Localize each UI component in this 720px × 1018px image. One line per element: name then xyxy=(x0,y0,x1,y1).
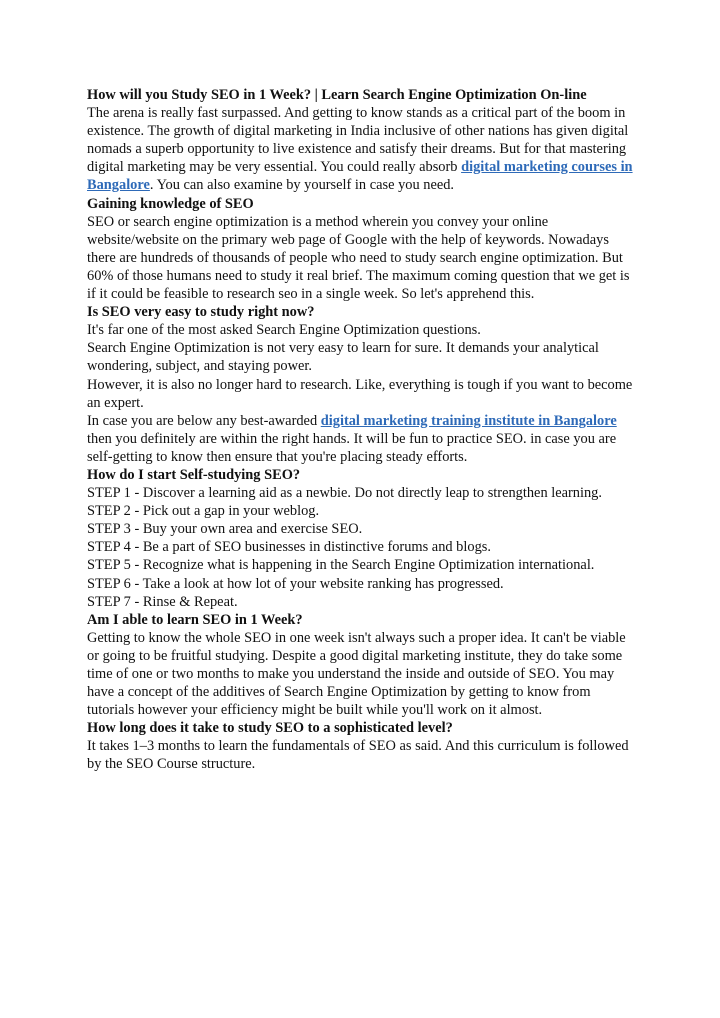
step-item: STEP 7 - Rinse & Repeat. xyxy=(87,593,238,610)
step-item: STEP 1 - Discover a learning aid as a newbie. Do not directly leap to strengthen learning. xyxy=(87,485,602,502)
easy-to-study-p4 xyxy=(87,412,635,466)
step-item: STEP 5 - Recognize what is happening in the Search Engine Optimization international. xyxy=(87,557,595,574)
easy-to-study-p2: Search Engine Optimization is not very easy to learn for sure. It demands your analytical wondering, subject, and staying power. xyxy=(87,340,599,375)
step-item: STEP 6 - Take a look at how lot of your website ranking has progressed. xyxy=(87,575,504,592)
p4-text-after: then you definitely are within the right hands. It will be fun to practice SEO. in case you are self-getting to know then ensure that you're placing steady efforts. xyxy=(87,430,617,465)
document-title: How will you Study SEO in 1 Week? | Learn Search Engine Optimization On-line xyxy=(87,87,587,103)
step-item: STEP 4 - Be a part of SEO businesses in distinctive forums and blogs. xyxy=(87,539,491,556)
p4-text-before: In case you are below any best-awarded xyxy=(87,412,321,429)
section-heading-start-self-studying: How do I start Self-studying SEO? xyxy=(87,466,301,483)
easy-to-study-p3: However, it is also no longer hard to research. Like, everything is tough if you want to become an expert. xyxy=(87,376,633,411)
intro-paragraph xyxy=(87,104,635,194)
intro-text-before: The arena is really fast surpassed. And getting to know stands as a critical part of the boom in existence. The growth of digital marketing in India inclusive of other nations has given digital nomads a superb opportunity to live existence and satisfy their dreams. But for that mastering digital marketing may be very essential. You could really absorb xyxy=(87,105,629,176)
section-body-gaining-knowledge: SEO or search engine optimization is a method wherein you convey your online website/website on the primary web page of Google with the help of keywords. Nowadays there are hundreds of thousands of people who need to study search engine optimization. But 60% of those humans need to study it real brief. The maximum coming question that we get is if it could be feasible to research seo in a single week. So let's apprehend this. xyxy=(87,213,630,303)
courses-link[interactable]: digital marketing courses in Bangalore xyxy=(87,159,633,194)
section-heading-learn-in-one-week: Am I able to learn SEO in 1 Week? xyxy=(87,611,303,628)
section-heading-gaining-knowledge: Gaining knowledge of SEO xyxy=(87,195,254,212)
section-body-how-long: It takes 1–3 months to learn the fundamentals of SEO as said. And this curriculum is followed by the SEO Course structure. xyxy=(87,738,629,773)
easy-to-study-p1: It's far one of the most asked Search Engine Optimization questions. xyxy=(87,322,481,339)
step-item: STEP 2 - Pick out a gap in your weblog. xyxy=(87,503,320,520)
intro-text-after: . You can also examine by yourself in case you need. xyxy=(149,177,455,194)
training-institute-link[interactable]: digital marketing training institute in Bangalore xyxy=(320,412,617,429)
section-body-learn-in-one-week: Getting to know the whole SEO in one week isn't always such a proper idea. It can't be viable or going to be fruitful studying. Despite a good digital marketing institute, they do take some time of one or two months to make you understand the inside and outside of SEO. You may have a concept of the additives of Search Engine Optimization by getting to know from tutorials however your efficiency might be built while you'll work on it almost. xyxy=(87,629,626,719)
step-item: STEP 3 - Buy your own area and exercise SEO. xyxy=(87,521,363,538)
section-heading-how-long: How long does it take to study SEO to a sophisticated level? xyxy=(87,720,453,737)
section-heading-easy-to-study: Is SEO very easy to study right now? xyxy=(87,304,315,321)
document-page xyxy=(87,86,635,774)
